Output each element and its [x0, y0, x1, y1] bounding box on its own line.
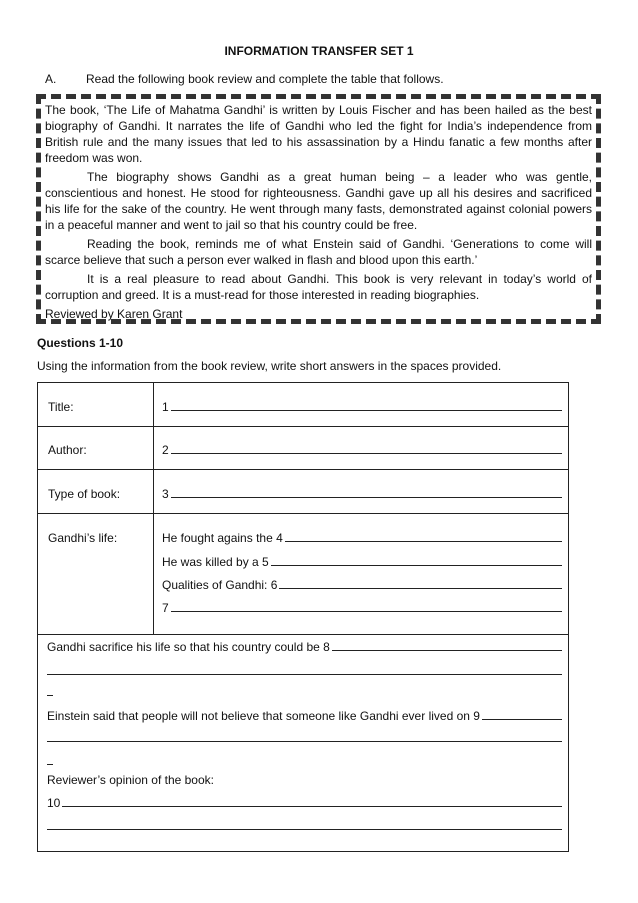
answer-8-prompt: Gandhi sacrifice his life so that his country could be 8: [47, 640, 330, 654]
table-row-type: [38, 470, 568, 514]
table-row-gandhi-life: [38, 514, 568, 635]
answer-7-field[interactable]: [162, 601, 562, 615]
reviewer-opinion-label: Reviewer’s opinion of the book:: [47, 773, 214, 787]
answer-8-field[interactable]: [47, 640, 562, 654]
book-review-box: [36, 94, 601, 324]
answer-table: [37, 382, 569, 852]
answer-6-prompt: Qualities of Gandhi: 6: [162, 578, 278, 592]
answer-9-prompt: Einstein said that people will not believe that someone like Gandhi ever lived on 9: [47, 709, 480, 723]
answer-9-continuation-line[interactable]: [47, 740, 562, 742]
review-paragraph-1: The book, ‘The Life of Mahatma Gandhi’ is written by Louis Fischer and has been hailed as the best biography of Gandhi. It narrates the life of Gandhi who led the fight for India’s independence from British rule and the many issues that led to his assassination by a Hindu fanatic a few months after freedom was won.: [45, 103, 592, 165]
answer-5-prompt: He was killed by a 5: [162, 555, 269, 569]
answer-8-continuation-line[interactable]: [47, 673, 562, 675]
answer-3-field[interactable]: [162, 487, 562, 501]
author-label: Author:: [48, 443, 87, 457]
gandhi-life-label: Gandhi’s life:: [48, 531, 118, 545]
questions-instruction: Using the information from the book review, write short answers in the spaces provided.: [37, 359, 502, 373]
answer-10-continuation-line[interactable]: [47, 828, 562, 830]
answer-9-stub-line: [47, 763, 53, 765]
table-row-author: [38, 427, 568, 470]
questions-heading: Questions 1-10: [37, 336, 124, 350]
answer-7-number: 7: [162, 601, 169, 615]
answer-5-field[interactable]: [162, 555, 562, 569]
review-paragraph-2: The biography shows Gandhi as a great human being – a leader who was gentle, conscientious and honest. He stood for righteousness. Gandhi gave up all his desires and sacrificed his life for the sake of the country. He went through many fasts, demonstrated against colonial powers in a peaceful manner and went to jail so that his country could be free.: [45, 170, 592, 232]
answer-4-prompt: He fought agains the 4: [162, 531, 283, 545]
review-paragraph-3: Reading the book, reminds me of what Enstein said of Gandhi. ‘Generations to come will scarce believe that such a person ever walked in flash and blood upon this earth.’: [45, 237, 592, 267]
page-title: INFORMATION TRANSFER SET 1: [224, 44, 414, 58]
type-of-book-label: Type of book:: [48, 487, 121, 501]
answer-3-number: 3: [162, 487, 169, 501]
answer-1-number: 1: [162, 400, 169, 414]
review-paragraph-4: It is a real pleasure to read about Gandhi. This book is very relevant in today’s world of corruption and greed. It is a must-read for those interested in reading biographies.: [45, 272, 592, 302]
answer-6-field[interactable]: [162, 578, 562, 592]
title-label: Title:: [48, 400, 74, 414]
answer-9-field[interactable]: [47, 709, 562, 723]
table-row-title: [38, 383, 568, 427]
answer-2-field[interactable]: [162, 443, 562, 457]
answer-8-stub-line: [47, 694, 53, 696]
answer-10-field[interactable]: [47, 796, 562, 810]
answer-4-field[interactable]: [162, 531, 562, 545]
section-a-text: Read the following book review and complete the table that follows.: [86, 72, 444, 86]
reviewer-name: Reviewed by Karen Grant: [45, 307, 183, 321]
answer-2-number: 2: [162, 443, 169, 457]
section-a-label: A.: [45, 72, 57, 86]
answer-1-field[interactable]: [162, 400, 562, 414]
answer-10-number: 10: [47, 796, 61, 810]
